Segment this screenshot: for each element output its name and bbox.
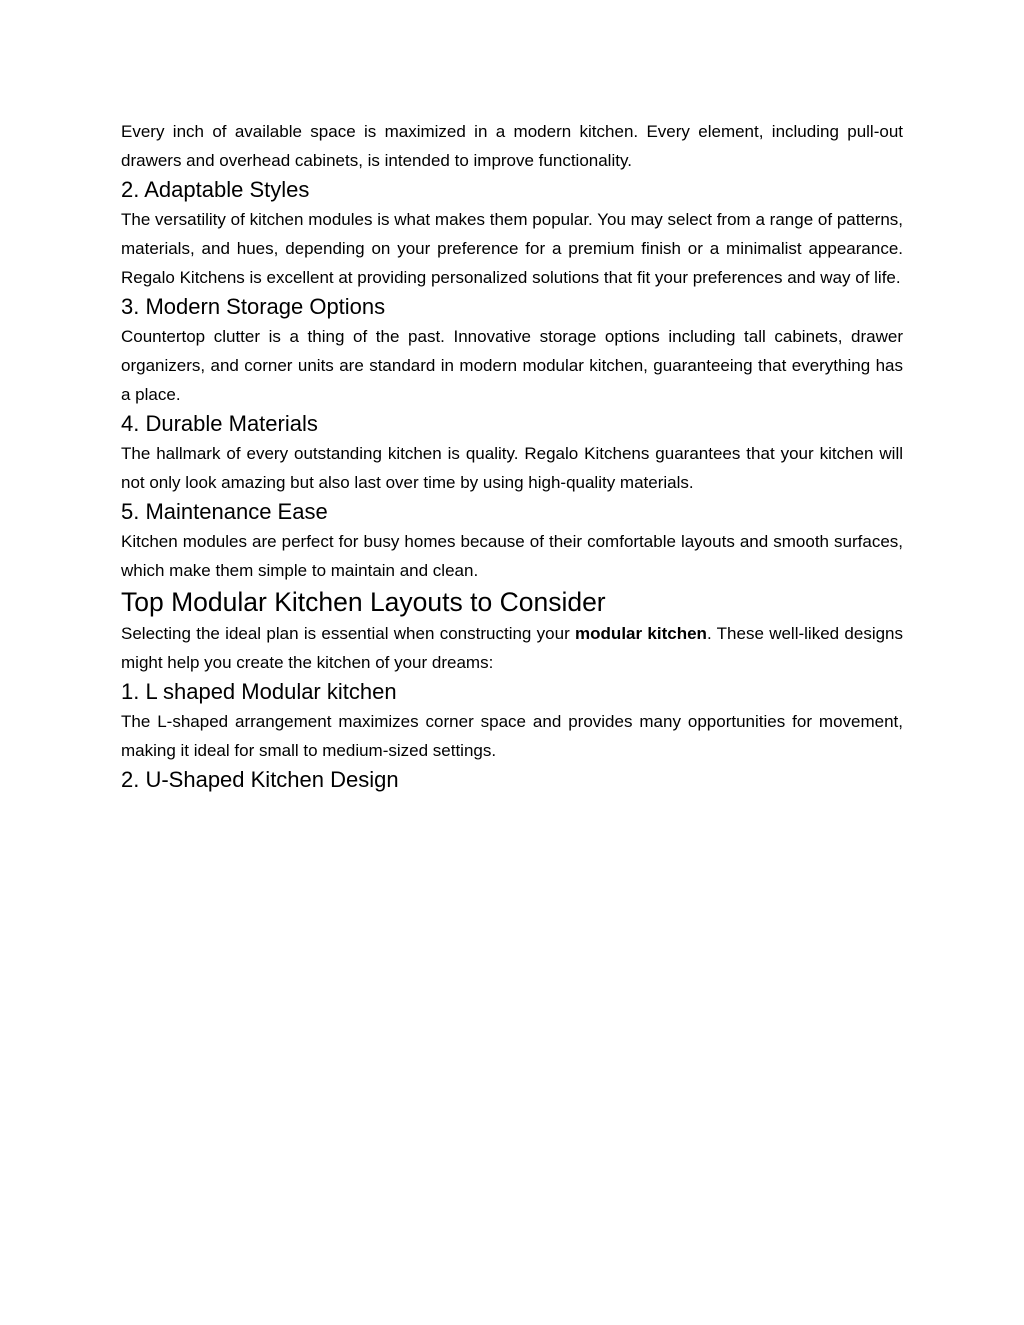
paragraph-durable-materials: The hallmark of every outstanding kitchen is quality. Regalo Kitchens guarantees that your kitchen will not only look amazing but also last over time by using high-quality materials.	[121, 444, 903, 492]
heading-maintenance-ease: 5. Maintenance Ease	[121, 499, 328, 524]
heading-l-shaped-modular-kitchen: 1. L shaped Modular kitchen	[121, 679, 397, 704]
paragraph-selecting-ideal-plan	[121, 619, 903, 677]
paragraph-l-shaped: The L-shaped arrangement maximizes corner space and provides many opportunities for movement, making it ideal for small to medium-sized settings.	[121, 712, 903, 760]
heading-durable-materials: 4. Durable Materials	[121, 411, 318, 436]
document-page	[121, 117, 903, 795]
paragraph-maintenance-ease: Kitchen modules are perfect for busy homes because of their comfortable layouts and smooth surfaces, which make them simple to maintain and clean.	[121, 532, 903, 580]
paragraph-adaptable-styles: The versatility of kitchen modules is what makes them popular. You may select from a range of patterns, materials, and hues, depending on your preference for a premium finish or a minimalist appearance. Regalo Kitchens is excellent at providing personalized solutions that fit your preferences and way of life.	[121, 210, 903, 287]
heading-u-shaped-kitchen-design: 2. U-Shaped Kitchen Design	[121, 767, 399, 792]
paragraph-text-part: . These well-liked designs might help you create the kitchen of your dreams:	[121, 624, 903, 672]
heading-top-modular-kitchen-layouts: Top Modular Kitchen Layouts to Consider	[121, 587, 606, 617]
paragraph-text-part: Selecting the ideal plan is essential when constructing your	[121, 624, 576, 643]
bold-keyword-modular-kitchen: modular kitchen	[575, 624, 707, 643]
heading-modern-storage-options: 3. Modern Storage Options	[121, 294, 386, 319]
paragraph-space-maximized: Every inch of available space is maximized in a modern kitchen. Every element, including pull-out drawers and overhead cabinets, is intended to improve functionality.	[121, 122, 903, 170]
heading-adaptable-styles: 2. Adaptable Styles	[121, 177, 310, 202]
paragraph-modern-storage-options: Countertop clutter is a thing of the past. Innovative storage options including tall cabinets, drawer organizers, and corner units are standard in modern modular kitchen, guaranteeing that everything has a place.	[121, 327, 903, 404]
